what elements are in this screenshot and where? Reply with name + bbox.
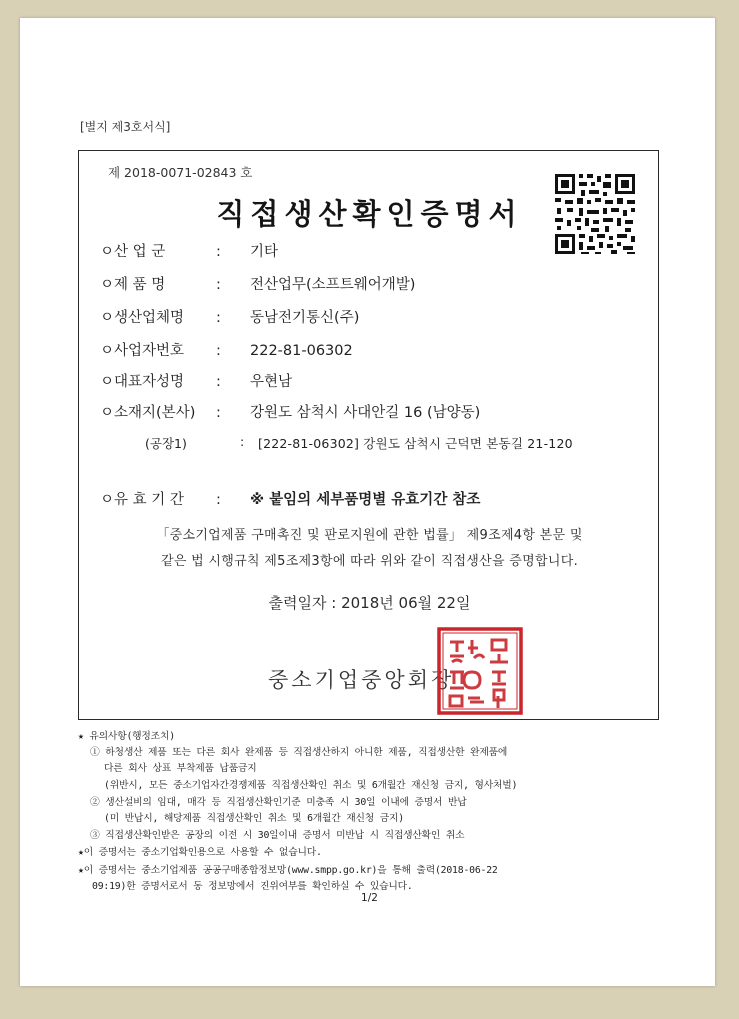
field-row-industry [100, 240, 278, 261]
field-colon: : [216, 343, 221, 359]
field-value: 우현남 [250, 374, 293, 390]
field-label: ㅇ대표자성명 [100, 374, 185, 390]
field-row-address [100, 401, 480, 422]
field-row-company [100, 306, 359, 327]
field-colon: : [216, 244, 221, 260]
official-seal-icon [436, 626, 524, 716]
note-item: (미 반납시, 해당제품 직접생산확인 취소 및 6개월간 재신청 금지) [104, 813, 404, 824]
field-label: ㅇ소재지(본사) [100, 405, 196, 421]
validity-value: ※ 붙임의 세부품명별 유효기간 참조 [250, 492, 481, 508]
field-label: ㅇ산 업 군 [100, 244, 166, 260]
field-value: 222-81-06302 [250, 343, 353, 359]
field-row-validity [100, 488, 480, 509]
field-colon: : [216, 310, 221, 326]
note-item: 09:19)한 증명서로서 동 정보망에서 진위여부를 확인하실 수 있습니다. [92, 881, 413, 892]
statement-line-1: 「중소기업제품 구매촉진 및 판로지원에 관한 법률」 제9조제4항 본문 및 [156, 528, 583, 543]
field-label: ㅇ제 품 명 [100, 277, 166, 293]
factory-label: (공장1) [145, 436, 187, 451]
field-label: ㅇ생산업체명 [100, 310, 185, 326]
field-value: 전산업무(소프트웨어개발) [250, 277, 416, 293]
statement-line-2: 같은 법 시행규칙 제5조제3항에 따라 위와 같이 직접생산을 증명합니다. [160, 554, 579, 569]
form-tag: [별지 제3호서식] [80, 120, 171, 134]
field-value: 동남전기통신(주) [250, 310, 360, 326]
certificate-title: 직접생산확인증명서 [216, 197, 523, 231]
field-row-product [100, 273, 415, 294]
note-item: ② 생산설비의 임대, 매각 등 직접생산확인기준 미충족 시 30일 이내에 증명서 반납 [90, 797, 467, 808]
field-colon: : [216, 405, 221, 421]
notes-heading: ★ 유의사항(행정조치) [78, 731, 175, 742]
field-row-representative [100, 370, 292, 391]
field-value: 강원도 삼척시 사대안길 16 (남양동) [250, 405, 481, 421]
field-label: ㅇ사업자번호 [100, 343, 185, 359]
field-colon: : [216, 374, 221, 390]
note-item: 다른 회사 상표 부착제품 납품금지 [104, 763, 257, 774]
field-label: ㅇ유 효 기 간 [100, 492, 184, 508]
note-item: ★이 증명서는 중소기업확인용으로 사용할 수 없습니다. [78, 847, 322, 858]
note-item: ① 하청생산 제품 또는 다른 회사 완제품 등 직접생산하지 아니한 제품, 직접생산한 완제품에 [90, 747, 508, 758]
factory-value: [222-81-06302] 강원도 삼척시 근덕면 본동길 21-120 [258, 436, 573, 451]
note-item: ★이 증명서는 중소기업제품 공공구매종합정보망(www.smpp.go.kr)을 통해 출력(2018-06-22 [78, 865, 498, 876]
field-row-business-number [100, 339, 353, 360]
issuer-name: 중소기업중앙회장 [268, 668, 455, 692]
field-value: 기타 [250, 244, 279, 260]
field-colon: : [216, 277, 221, 293]
note-item: ③ 직접생산확인받은 공장의 이전 시 30일이내 증명서 미반납 시 직접생산확인 취소 [90, 830, 465, 841]
page-number: 1/2 [361, 892, 378, 904]
issue-date: 출력일자 : 2018년 06월 22일 [268, 594, 471, 612]
field-colon: : [216, 492, 221, 508]
qr-code-icon [553, 172, 637, 256]
certificate-number: 제 2018-0071-02843 호 [108, 165, 253, 180]
factory-colon: : [240, 434, 245, 449]
note-item: (위반시, 모든 중소기업자간경쟁제품 직접생산확인 취소 및 6개월간 재신청 금지, 형사처벌) [104, 780, 518, 791]
